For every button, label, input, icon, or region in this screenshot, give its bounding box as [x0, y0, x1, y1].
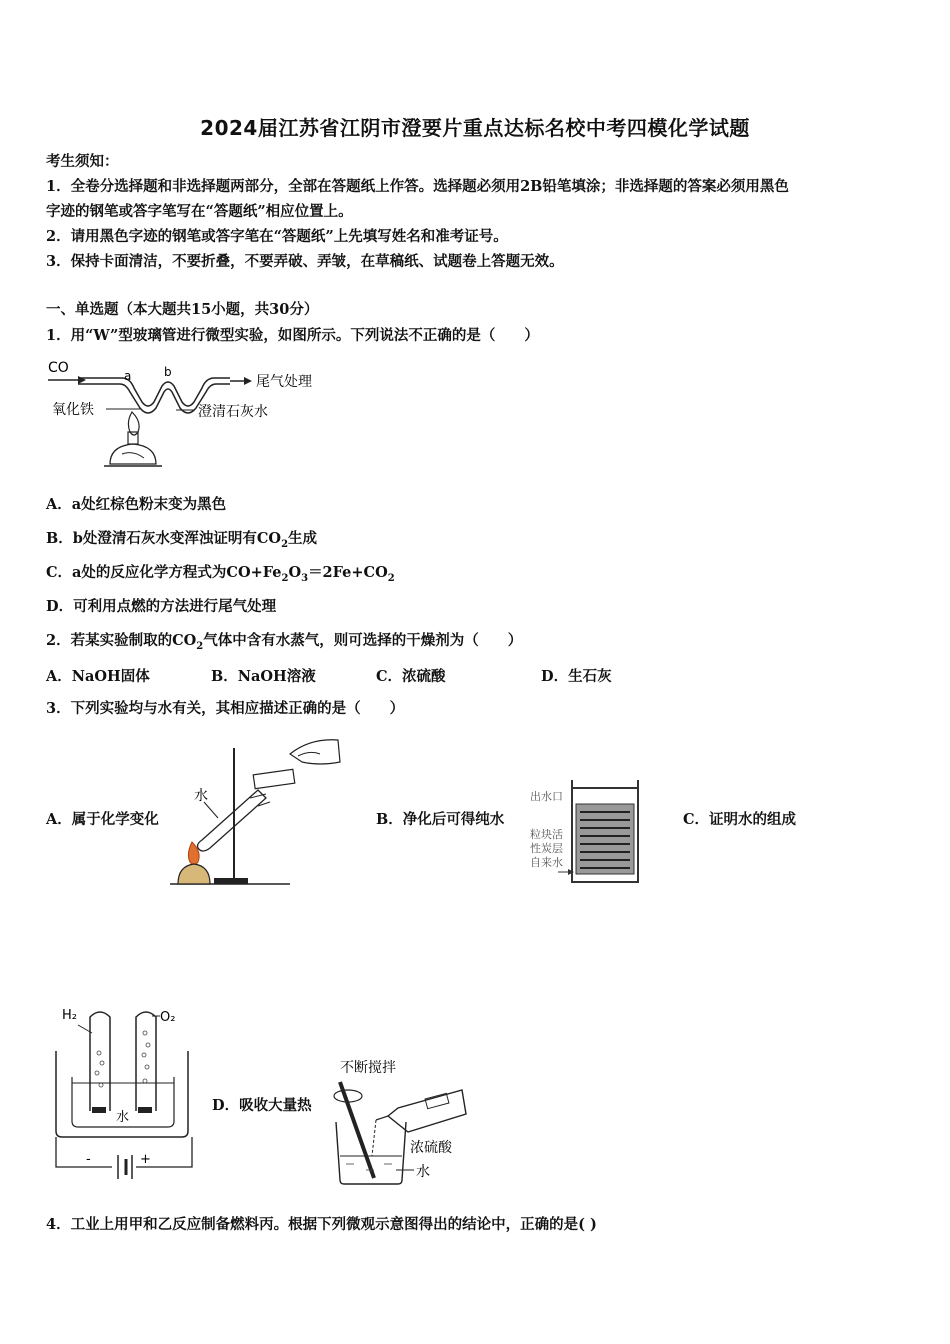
q1-stem: 1．用“W”型玻璃管进行微型实验，如图所示。下列说法不正确的是（ ） — [46, 327, 539, 344]
heating-figure — [170, 732, 345, 890]
q1-option-d: D．可利用点燃的方法进行尾气处理 — [46, 598, 277, 615]
co-label: CO — [48, 360, 69, 376]
label-b: b — [164, 365, 172, 379]
filter-figure — [528, 776, 646, 886]
acid-label: 浓硫酸 — [410, 1140, 452, 1156]
dilution-figure — [326, 1052, 476, 1186]
carbon-label-1: 粒块活 — [530, 828, 563, 841]
section-heading: 一、单选题（本大题共15小题，共30分） — [46, 301, 319, 318]
q1-option-c: C．a处的反应化学方程式为$CO+Fe_2O_3=2Fe+CO_2$ — [46, 564, 395, 584]
q1-option-a: A．a处红棕色粉末变为黑色 — [46, 496, 227, 513]
stir-label: 不断搅拌 — [340, 1060, 396, 1076]
electrolysis-figure — [52, 1003, 202, 1183]
q3-option-a: A．属于化学变化 — [46, 811, 159, 828]
minus-label: - — [86, 1152, 91, 1167]
notice-item-1: 1．全卷分选择题和非选择题两部分，全部在答题纸上作答。选择题必须用2B铅笔填涂；非选择题的答案必须用黑色 — [46, 178, 789, 195]
limewater-label: 澄清石灰水 — [198, 404, 268, 420]
inlet-label: 自来水 — [530, 856, 563, 869]
q3-stem: 3．下列实验均与水有关，其相应描述正确的是（ ） — [46, 700, 405, 717]
trough-water-label: 水 — [116, 1110, 130, 1125]
label-a: a — [124, 369, 132, 383]
notice-item-2: 2．请用黑色字迹的钢笔或答字笔在“答题纸”上先填写姓名和准考证号。 — [46, 228, 508, 245]
q1-option-b: B．b处澄清石灰水变浑浊证明有$CO_2$生成 — [46, 530, 318, 550]
q3-option-d: D．吸收大量热 — [212, 1097, 312, 1114]
o2-label: O₂ — [160, 1010, 176, 1025]
plus-label: + — [140, 1152, 151, 1167]
q2-option-c: C．浓硫酸 — [376, 668, 446, 685]
outlet-label: 出水口 — [530, 790, 563, 803]
beaker-water-label: 水 — [416, 1164, 430, 1180]
notice-item-1-cont: 字迹的钢笔或答字笔写在“答题纸”相应位置上。 — [46, 203, 353, 220]
q4-stem: 4．工业上用甲和乙反应制备燃料丙。根据下列微观示意图得出的结论中，正确的是( ) — [46, 1216, 597, 1233]
q2-stem: 2．若某实验制取的$CO_2$气体中含有水蒸气，则可选择的干燥剂为（ ） — [46, 632, 523, 652]
notice-heading: 考生须知： — [46, 153, 119, 170]
fe2o3-label: 氧化铁 — [52, 402, 94, 418]
h2-label: H₂ — [62, 1008, 77, 1023]
q2-option-b: B．NaOH溶液 — [211, 668, 316, 685]
q3-option-c: C．证明水的组成 — [683, 811, 797, 828]
carbon-label-2: 性炭层 — [530, 842, 563, 855]
exhaust-label: 尾气处理 — [256, 374, 312, 390]
w-tube-figure — [44, 354, 344, 484]
water-label: 水 — [194, 788, 208, 804]
q3-option-b: B．净化后可得纯水 — [376, 811, 505, 828]
notice-item-3: 3．保持卡面清洁，不要折叠，不要弄破、弄皱，在草稿纸、试题卷上答题无效。 — [46, 253, 564, 270]
page-title: 2024届江苏省江阴市澄要片重点达标名校中考四模化学试题 — [200, 116, 750, 140]
q2-option-a: A．NaOH固体 — [46, 668, 150, 685]
q2-option-d: D．生石灰 — [541, 668, 612, 685]
